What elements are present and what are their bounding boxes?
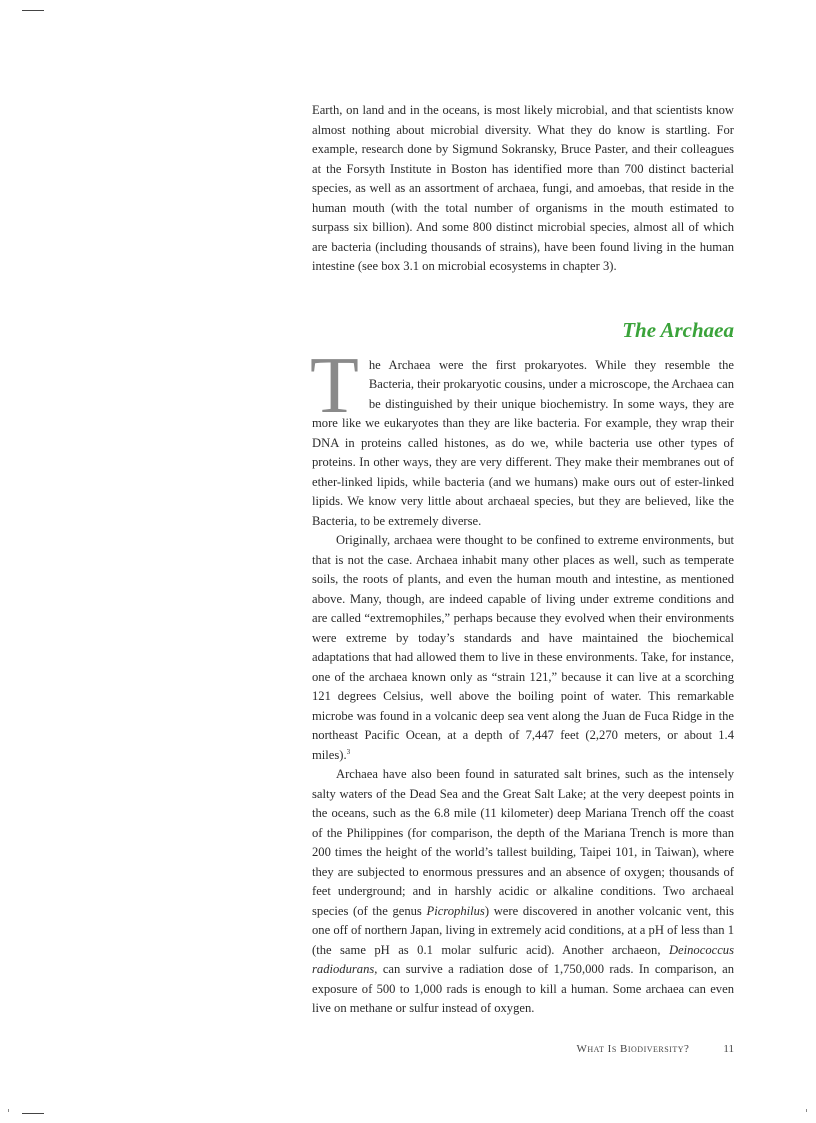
section-title: The Archaea [622, 317, 734, 342]
footnote-marker[interactable]: 3 [346, 747, 351, 756]
archaea-paragraph-2-text: Originally, archaea were thought to be confined to extreme environments, but that is not the case. Archaea inhabit many other places as well, such as temperate soils, the roots of plants, and even the human mouth and intestine, as mentioned above. Many, though, are indeed capable of living under extreme conditions and are called “extremophiles,” perhaps because they evolved when their environments were extreme by today’s standards and have maintained the biochemical adaptations that had allowed them to live in these environments. Take, for instance, one of the archaea known only as “strain 121,” because it can live at a scorching 121 degrees Celsius, well above the boiling point of water. This remarkable microbe was found in a volcanic deep sea vent along the Juan de Fuca Ridge in the northeast Pacific Ocean, at a depth of 7,447 feet (2,270 meters, or about 1.4 miles). [312, 533, 734, 762]
crop-mark-top [22, 10, 44, 11]
running-head: What Is Biodiversity? [576, 1043, 690, 1055]
intro-paragraph: Earth, on land and in the oceans, is most likely microbial, and that scientists know almost nothing about microbial diversity. What they do know is startling. For example, research done by Sigmund Sokransky, Bruce Paster, and their colleagues at the Forsyth Institute in Boston has identified more than 700 distinct bacterial species, as well as an assortment of archaea, fungi, and amoebas, that reside in the human mouth (with the total number of organisms in the mouth estimated to surpass six billion). And some 800 distinct microbial species, almost all of which are bacteria (including thousands of strains), have been found living in the human intestine (see box 3.1 on microbial ecosystems in chapter 3). [312, 103, 734, 273]
registration-tick [806, 1109, 807, 1112]
archaea-paragraph-3-text-a: Archaea have also been found in saturated salt brines, such as the intensely salty waters of the Dead Sea and the Great Salt Lake; at the very deepest points in the oceans, such as the 6.8 mile (11 kilometer) deep Mariana Trench off the coast of the Philippines (for comparison, the depth of the Mariana Trench is more than 200 times the height of the world’s tallest building, Taipei 101, in Taiwan), where they are subjected to enormous pressures and an absence of oxygen; thousands of feet underground; and in harshly acidic or alkaline conditions. Two archaeal species (of the genus [312, 767, 734, 918]
archaea-paragraph-2 [312, 531, 734, 765]
page-footer [500, 1043, 734, 1055]
page-number: 11 [723, 1043, 734, 1055]
crop-mark-bottom [22, 1113, 44, 1114]
archaea-paragraph-1 [310, 341, 734, 532]
genus-name: Picrophilus [426, 903, 485, 918]
archaea-paragraph-3 [312, 765, 734, 1019]
registration-tick [8, 1109, 9, 1112]
archaea-paragraph-1-text: he Archaea were the first prokaryotes. While they resemble the Bacteria, their prokaryotic cousins, under a microscope, the Archaea can be distinguished by their unique biochemistry. In some ways, they are more like we eukaryotes than they are like bacteria. For example, they wrap their DNA in proteins called histones, as do we, while bacteria use other types of proteins. In other ways, they are very different. They make their membranes out of ether-linked lipids, while bacteria (and we humans) make ours out of ester-linked lipids. We know very little about archaeal species, but they are believed, like the Bacteria, to be extremely diverse. [312, 357, 734, 528]
text-column [312, 101, 734, 1019]
archaea-paragraph-3-text-c: , can survive a radiation dose of 1,750,000 rads. In comparison, an exposure of 500 to 1,000 rads is enough to kill a human. Some archaea can even live on methane or sulfur instead of oxygen. [312, 962, 734, 1015]
drop-cap: T [310, 341, 359, 430]
species-name: Deinococcus radiodurans [312, 942, 734, 976]
archaea-paragraph-3-text-b: ) were discovered in another volcanic vent, this one off of northern Japan, living in extremely acid conditions, at a pH of less than 1 (the same pH as 0.1 molar sulfuric acid). Another archaeon, [312, 903, 734, 957]
